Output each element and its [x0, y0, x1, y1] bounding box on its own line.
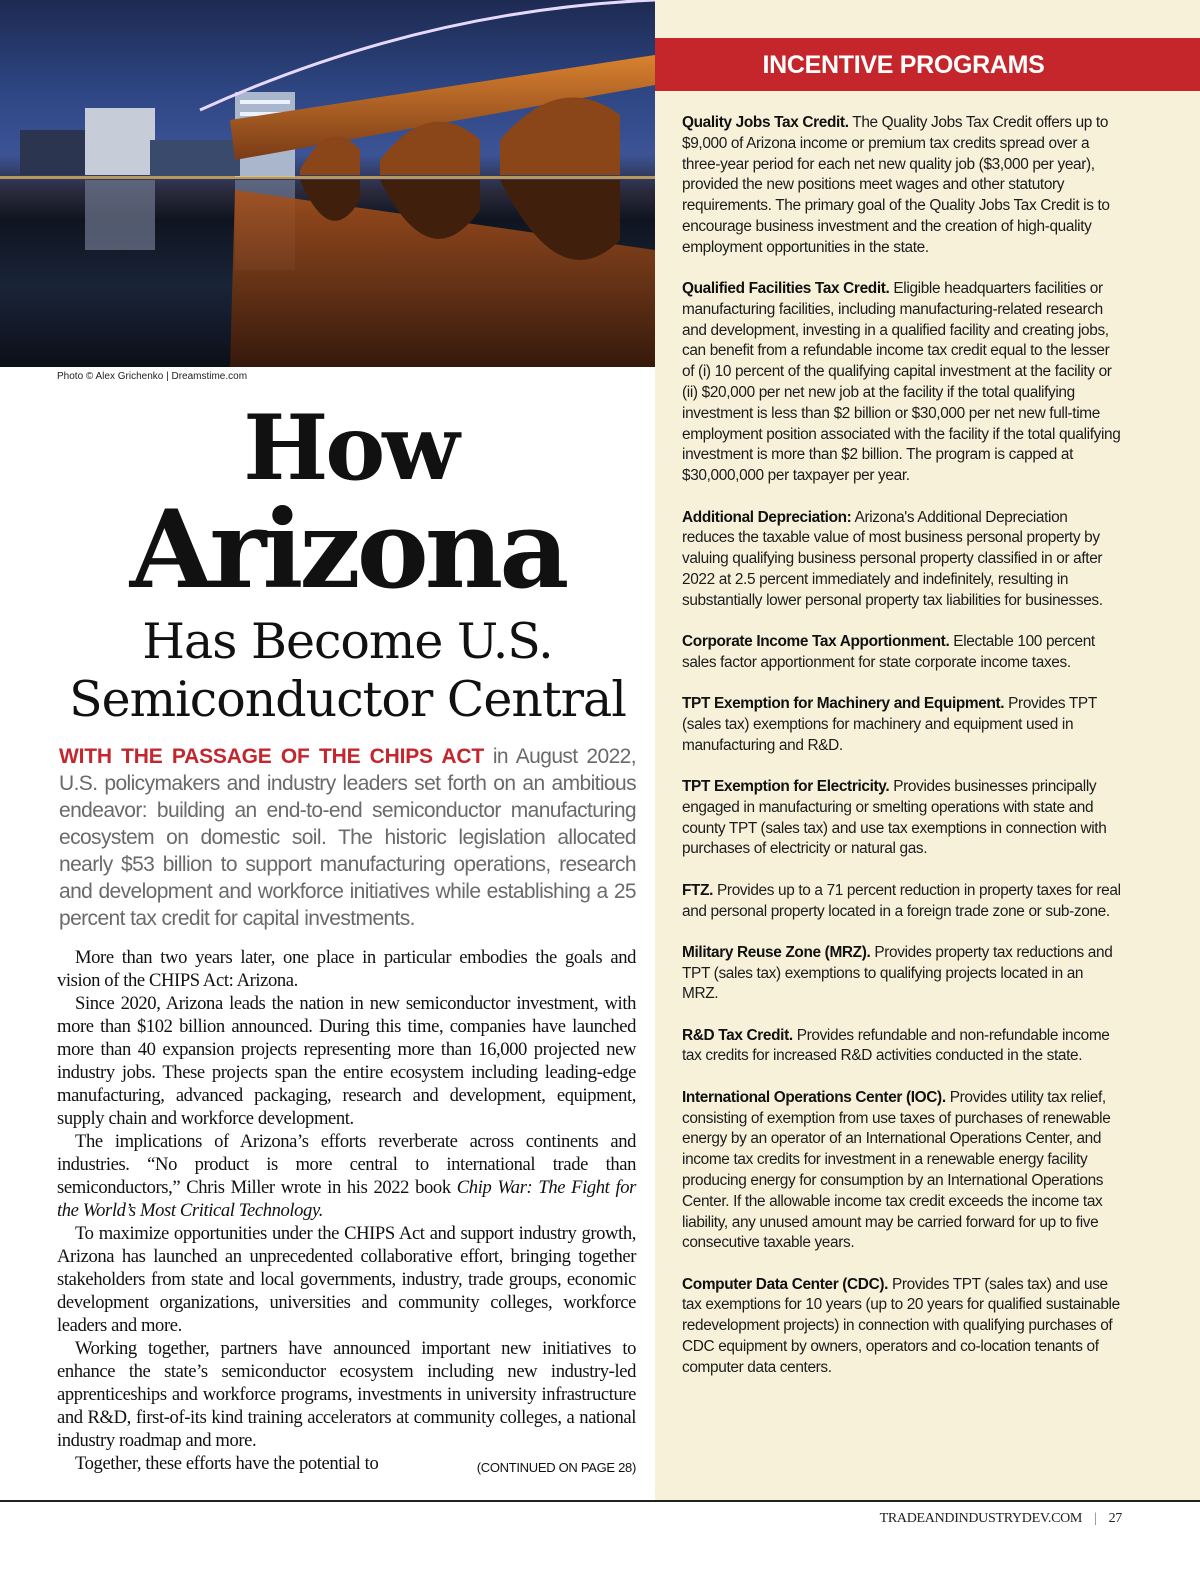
footer [880, 1511, 1122, 1527]
program-name: Quality Jobs Tax Credit. [682, 114, 849, 131]
incentive-program [682, 943, 1122, 1005]
body-paragraph-last [57, 1452, 636, 1475]
program-description: Provides businesses principally engaged in manufacturing or smelting operations with state and county TPT (sales tax) and use tax exemptions in connection with purchases of electricity or natural gas. [682, 778, 1107, 858]
body-text: Together, these efforts have the potential to [75, 1453, 379, 1474]
headline-subtitle-1: Has Become U.S. [142, 613, 553, 670]
program-description: Provides property tax reductions and TPT (sales tax) exemptions to qualifying projects located in an MRZ. [682, 943, 1113, 1003]
bridge-night-photo [0, 0, 655, 367]
body-paragraph: More than two years later, one place in particular embodies the goals and vision of the CHIPS Act: Arizona. [57, 947, 636, 991]
intro-deck [59, 743, 636, 932]
body-text: The implications of Arizona’s efforts reverberate across continents and industries. “No product is more central to international trade than semiconductors,” Chris Miller wrote in his 2022 book [57, 1131, 636, 1198]
incentive-program [682, 113, 1122, 259]
photo-credit: Photo © Alex Grichenko | Dreamstime.com [57, 371, 248, 382]
program-name: Qualified Facilities Tax Credit. [682, 280, 890, 298]
intro-lead: WITH THE PASSAGE OF THE CHIPS ACT [59, 745, 484, 768]
program-description: The Quality Jobs Tax Credit offers up to $9,000 of Arizona income or premium tax credits spread over a three-year period for each net new quality job ($3,000 per year), provided the new positions meet wages and other statutory requirements. The primary goal of the Quality Jobs Tax Credit is to encourage business investment and the creation of high-quality employment opportunities in the state. [682, 114, 1110, 256]
footer-separator: | [1094, 1511, 1097, 1526]
headline-how: How [243, 395, 457, 501]
incentive-program [682, 881, 1122, 923]
program-name: Additional Depreciation: [682, 508, 852, 526]
footer-site[interactable]: TRADEANDINDUSTRYDEV.COM [879, 1511, 1083, 1526]
program-description: Provides utility tax relief, consisting of exemption from use taxes of purchases of renewable energy by an operator of an International Operations Center, and income tax credits for investment in a renewable energy facility producing energy for consumption by an International Operations Center. If the allowable income tax credit exceeds the income tax liability, any unused amount may be carried forward for up to five consecutive taxable years. [682, 1088, 1111, 1252]
page-number: 27 [1108, 1511, 1122, 1526]
body-paragraph [57, 1130, 636, 1222]
program-description: Electable 100 percent sales factor apportionment for state corporate income taxes. [682, 633, 1095, 671]
program-description: Provides refundable and non-refundable income tax credits for increased R&D activities conducted in the state. [682, 1026, 1110, 1065]
incentive-program [682, 694, 1122, 756]
program-name: International Operations Center (IOC). [682, 1088, 946, 1106]
program-name: Corporate Income Tax Apportionment. [682, 633, 950, 651]
footer-rule [0, 1500, 1200, 1502]
intro-text: in August 2022, U.S. policymakers and industry leaders set forth on an ambitious endeavor: building an end-to-end semiconductor manufacturing ecosystem on domestic soil. The historic legislation allocated nearly $53 billion to support manufacturing operations, research and development and workforce initiatives while establishing a 25 percent tax credit for capital investments. [59, 745, 636, 930]
headline-arizona: Arizona [129, 487, 566, 613]
headline-subtitle-2: Semiconductor Central [69, 671, 626, 728]
program-name: TPT Exemption for Electricity. [682, 778, 890, 796]
incentive-program [682, 1275, 1122, 1379]
incentive-program [682, 777, 1122, 860]
body-paragraph: To maximize opportunities under the CHIPS Act and support industry growth, Arizona has launched an unprecedented collaborative effort, bringing together stakeholders from state and local governments, industry, trade groups, economic development organizations, universities and community colleges, workforce leaders and more. [57, 1223, 636, 1336]
program-description: Arizona's Additional Depreciation reduces the taxable value of most business personal property by valuing qualifying business personal property classified in or after 2022 at 2.5 percent immediately and indefinitely, resulting in substantially lower personal property tax liabilities for businesses. [682, 508, 1103, 609]
incentive-program [682, 1026, 1122, 1068]
program-name: TPT Exemption for Machinery and Equipment. [682, 695, 1005, 713]
program-name: R&D Tax Credit. [682, 1026, 793, 1044]
incentive-program [682, 1088, 1122, 1254]
program-name: Computer Data Center (CDC). [682, 1275, 889, 1293]
program-name: Military Reuse Zone (MRZ). [682, 943, 871, 961]
incentive-program [682, 632, 1122, 674]
article-body [57, 946, 636, 1479]
program-description: Provides TPT (sales tax) and use tax exemptions for 10 years (up to 20 years for qualified sustainable redevelopment projects) in connection with qualifying purchases of CDC equipment by owners, operators and co-location tenants of computer data centers. [682, 1275, 1120, 1376]
program-description: Eligible headquarters facilities or manufacturing facilities, including manufacturing-related research and development, investing in a qualified facility and creating jobs, can benefit from a refundable income tax credit equal to the lesser of (i) 10 percent of the qualifying capital investment at the facility or (ii) $20,000 per net new job at the facility if the total qualifying investment is less than $2 billion or $30,000 per net new full-time employment position associated with the facility if the total qualifying investment is more than $2 billion. The program is capped at $30,000,000 per taxpayer per year. [682, 280, 1121, 485]
book-title: Chip War: The Fight for the World’s Most Critical Technology. [57, 1177, 637, 1221]
incentive-program [682, 508, 1122, 612]
continued-link[interactable]: (CONTINUED ON PAGE 28) [476, 1460, 636, 1475]
sidebar-title: INCENTIVE PROGRAMS [762, 51, 1045, 79]
body-paragraph: Working together, partners have announced important new initiatives to enhance the state’s semiconductor ecosystem including new industry-led apprenticeships and workforce programs, investments in university infrastructure and R&D, first-of-its kind training accelerators at community colleges, a national industry roadmap and more. [57, 1338, 636, 1451]
program-description: Provides up to a 71 percent reduction in property taxes for real and personal property located in a foreign trade zone or sub-zone. [682, 881, 1121, 920]
incentive-program [682, 279, 1122, 487]
program-description: Provides TPT (sales tax) exemptions for machinery and equipment used in manufacturing and R&D. [682, 695, 1097, 754]
program-list [682, 113, 1122, 1399]
program-name: FTZ. [682, 881, 714, 899]
body-paragraph: Since 2020, Arizona leads the nation in new semiconductor investment, with more than $102 billion announced. During this time, companies have launched more than 40 expansion projects representing more than 16,000 projected new industry jobs. These projects span the entire ecosystem including leading-edge manufacturing, advanced packaging, research and development, equipment, supply chain and workforce development. [57, 993, 636, 1129]
hero-photo [0, 0, 655, 367]
